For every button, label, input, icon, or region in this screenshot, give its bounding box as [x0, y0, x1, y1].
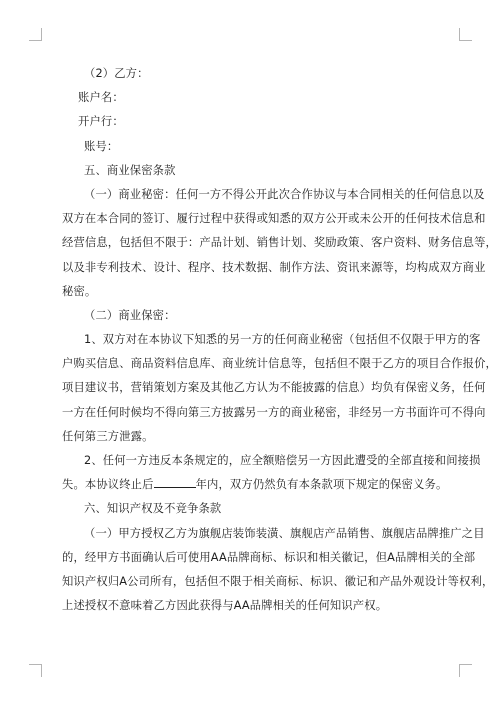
paragraph-line: 项目建议书，营销策划方案及其他乙方认为不能披露的信息）均负有保密义务，任何: [62, 381, 486, 395]
paragraph-line: 经营信息，包括但不限于：产品计划、销售计划、奖励政策、客户资料、财务信息等，: [62, 236, 497, 250]
crop-mark-top-left: [29, 28, 42, 41]
paragraph-line: 一方在任何时候均不得向第三方披露另一方的商业秘密，非经另一方书面许可不得向: [62, 405, 486, 419]
account-name-label: 账户名：: [78, 91, 124, 105]
paragraph-line-with-blank: [62, 473, 450, 497]
paragraph-line: 户购买信息、商品资料信息库、商业统计信息等，包括但不限于乙方的项目合作报价，: [62, 357, 497, 371]
section-5-clause-1: [62, 183, 497, 304]
crop-mark-bottom-right: [459, 664, 472, 677]
text-before-blank: 失。本协议终止后: [62, 478, 154, 492]
document-page: [62, 62, 497, 618]
text-after-blank: 年内，双方仍然负有本条款项下规定的保密义务。: [195, 478, 448, 492]
paragraph-line: 秘密。: [62, 284, 97, 298]
section-6-clause-1: [62, 522, 494, 619]
paragraph-line: 知识产权归A公司所有，包括但不限于相关商标、标识、徽记和产品外观设计等权利，: [62, 574, 494, 588]
paragraph-line: 的，经甲方书面确认后可使用AA品牌商标、标识和相关徽记，但A品牌相关的全部: [62, 550, 476, 564]
paragraph-line: （一）商业秘密：任何一方不得公开此次合作协议与本合同相关的任何信息以及: [84, 187, 485, 201]
fill-in-blank: [154, 475, 196, 488]
section-6-title: 六、知识产权及不竞争条款: [84, 502, 222, 516]
crop-mark-top-right: [459, 28, 472, 41]
section-5-title: 五、商业保密条款: [84, 163, 176, 177]
party-b-heading: （2）乙方：: [84, 67, 149, 80]
paragraph-line: 1、双方对在本协议下知悉的另一方的任何商业秘密（包括但不仅限于甲方的客: [84, 333, 481, 347]
crop-mark-bottom-left: [29, 664, 42, 677]
account-number-label: 账号：: [84, 139, 119, 153]
paragraph-line: （一）甲方授权乙方为旗舰店装饰装潢、旗舰店产品销售、旗舰店品牌推广之目: [84, 526, 485, 540]
paragraph-line: 任何第三方泄露。: [62, 429, 154, 443]
section-5-clause-2-heading: （二）商业保密：: [84, 308, 176, 322]
section-5-item-1: [62, 328, 497, 449]
paragraph-line: 双方在本合同的签订、履行过程中获得或知悉的双方公开或未公开的任何技术信息和: [62, 212, 486, 226]
paragraph-line: 以及非专利技术、设计、程序、技术数据、制作方法、资讯来源等，均构成双方商业: [62, 260, 486, 274]
paragraph-line: 2、任何一方违反本条规定的，应全额赔偿另一方因此遭受的全部直接和间接损: [84, 454, 481, 467]
section-5-item-2: [62, 449, 481, 497]
bank-label: 开户行：: [78, 115, 124, 129]
paragraph-line: 上述授权不意味着乙方因此获得与AA品牌相关的任何知识产权。: [62, 599, 388, 613]
